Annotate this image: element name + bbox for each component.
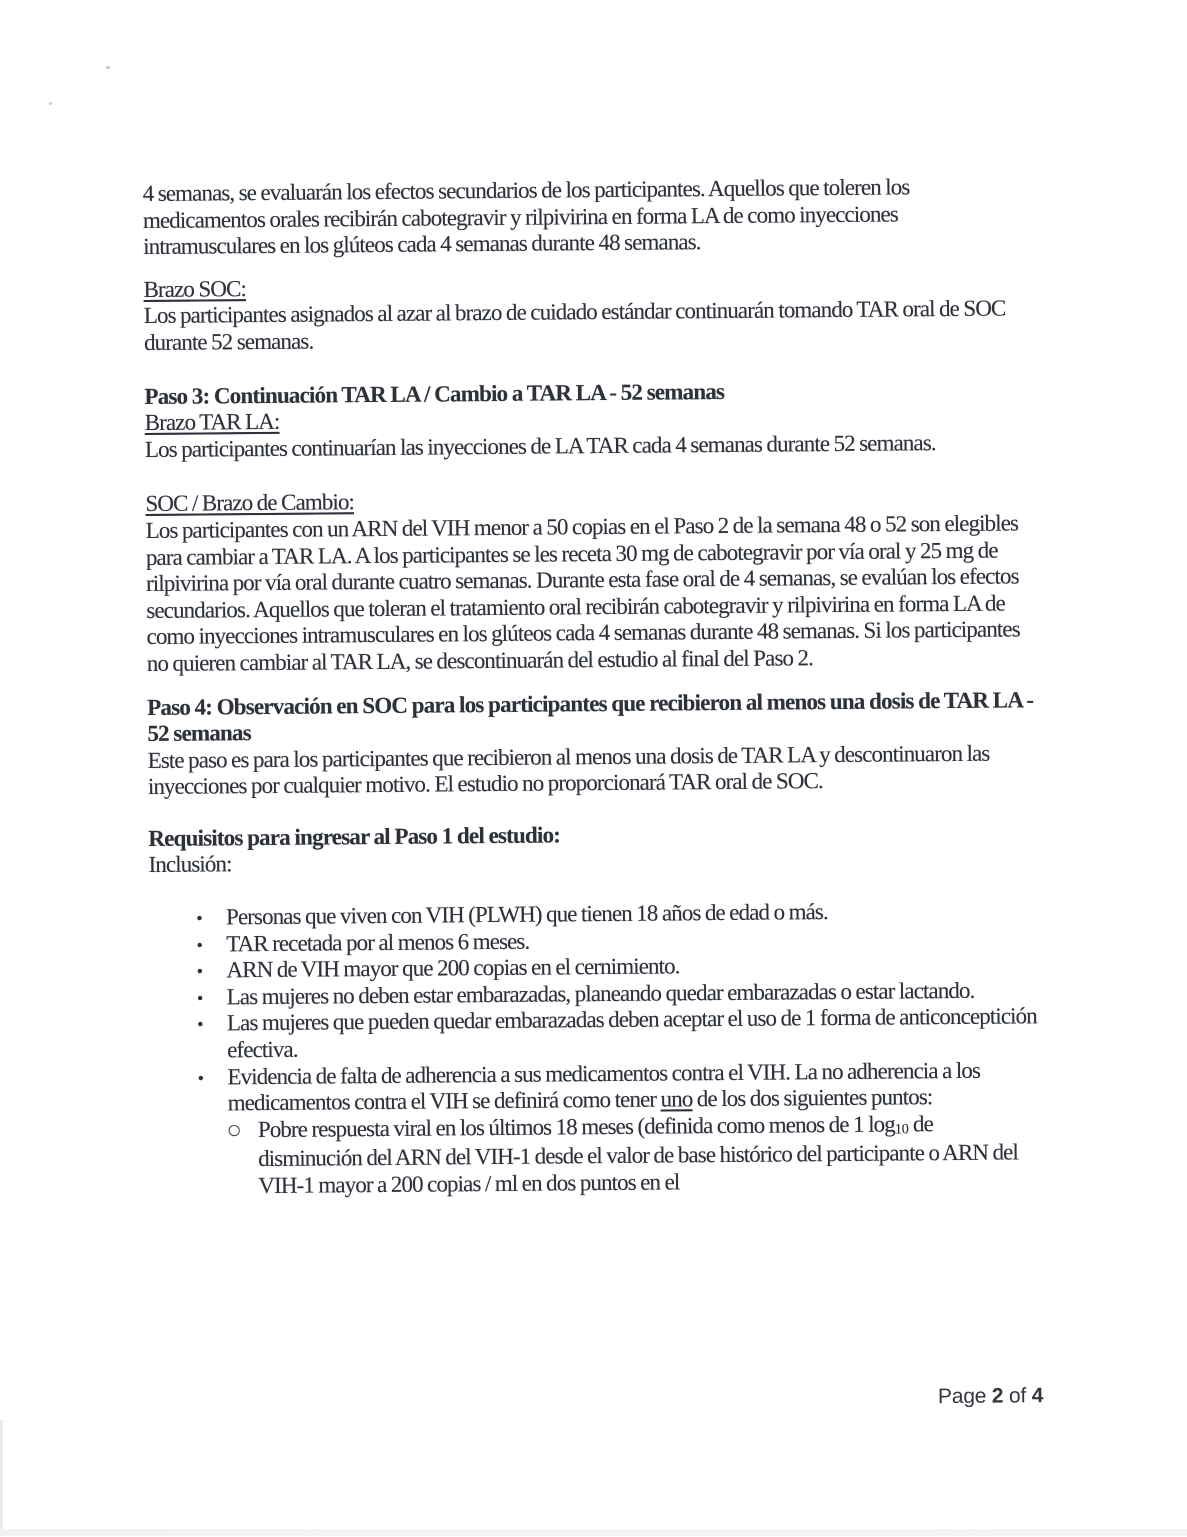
bullet-dot-icon: • bbox=[195, 1015, 204, 1035]
list-item-text: Las mujeres que pueden quedar embarazadas deben aceptar el uso de 1 forma de anticonceptición efectiva. bbox=[226, 1003, 1037, 1063]
section-paso-4 bbox=[147, 687, 1036, 801]
page-body bbox=[143, 173, 1040, 1200]
list-item-adherence bbox=[150, 1057, 1038, 1118]
section-paso-3 bbox=[144, 376, 1033, 464]
bullet-circle-icon: ○ bbox=[227, 1122, 240, 1139]
list-item-text: Evidencia de falta de adherencia a sus medicamentos contra el VIH. La no adherencia a los medicamentos contra el VIH se definirá como tener bbox=[227, 1057, 981, 1116]
footer-total-pages: 4 bbox=[1031, 1384, 1044, 1408]
brazo-soc-heading: Brazo SOC: bbox=[143, 275, 247, 302]
list-item bbox=[150, 1004, 1038, 1065]
section-soc-cambio bbox=[145, 484, 1035, 678]
list-item-text: Las mujeres no deben estar embarazadas, planeando quedar embarazadas o estar lactando. bbox=[226, 977, 975, 1010]
list-item-text: TAR recetada por al menos 6 meses. bbox=[226, 928, 530, 956]
soc-cambio-paragraph: Los participantes con un ARN del VIH menor a 50 copias en el Paso 2 de la semana 48 o 52 son elegibles para cambiar a TAR LA. A los participantes se les receta 30 mg de cabotegravir por vía oral y 25 mg de rilpivirina por vía oral durante cuatro semanas. Durante esta fase oral de 4 semanas, se evalúan los efectos secundarios. Aquellos que toleran el tratamiento oral recibirán cabotegravir y rilpivirina en forma LA de como inyecciones intramusculares en los glúteos cada 4 semanas durante 48 semanas. Si los participantes no quieren cambiar al TAR LA, se descontinuarán del estudio al final del Paso 2. bbox=[145, 510, 1020, 676]
footer-page-word: Page bbox=[937, 1384, 992, 1409]
section-requisitos bbox=[148, 818, 1036, 879]
paso-3-heading: Paso 3: Continuación TAR LA / Cambio a TAR LA - 52 semanas bbox=[144, 378, 725, 409]
intro-paragraph: 4 semanas, se evaluarán los efectos secundarios de los participantes. Aquellos que toleren los medicamentos orales recibirán cabotegravir y rilpivirina en forma LA de como inyecciones intramusculares en los glúteos cada 4 semanas durante 48 semanas. bbox=[142, 174, 910, 260]
brazo-tar-la-heading: Brazo TAR LA: bbox=[144, 408, 280, 436]
page-footer bbox=[153, 1384, 1043, 1416]
requisitos-heading: Requisitos para ingresar al Paso 1 del estudio: bbox=[148, 822, 561, 851]
brazo-tar-la-paragraph: Los participantes continuarían las inyecciones de LA TAR cada 4 semanas durante 52 semanas. bbox=[144, 429, 936, 462]
scan-edge-artifact bbox=[0, 1529, 1187, 1536]
sub-list-item-text: de disminución del ARN del VIH-1 desde el valor de base histórico del participante o ARN del VIH-1 mayor a 200 copias / ml en dos puntos en el bbox=[258, 1110, 1019, 1199]
sub-list-item-text: Pobre respuesta viral en los últimos 18 meses (definida como menos de 1 log bbox=[257, 1111, 895, 1142]
list-item-text: Personas que viven con VIH (PLWH) que tienen 18 años de edad o más. bbox=[225, 899, 828, 930]
sub-list-item bbox=[151, 1110, 1040, 1201]
bullet-dot-icon: • bbox=[196, 1069, 205, 1088]
list-item-text: ARN de VIH mayor que 200 copias en el cernimiento. bbox=[226, 953, 680, 983]
subscript-text: 10 bbox=[894, 1121, 909, 1138]
paso-4-heading: Paso 4: Observación en SOC para los participantes que recibieron al menos una dosis de TAR LA - 52 semanas bbox=[147, 686, 1034, 747]
inclusion-subheading: Inclusión: bbox=[148, 851, 232, 878]
paso-4-paragraph: Este paso es para los participantes que recibieron al menos una dosis de TAR LA y descontinuaron las inyecciones por cualquier motivo. El estudio no proporcionará TAR oral de SOC. bbox=[147, 740, 990, 800]
bullet-dot-icon: • bbox=[194, 909, 204, 928]
section-brazo-soc bbox=[143, 269, 1032, 357]
list-item-text: de los dos siguientes puntos: bbox=[692, 1084, 933, 1112]
inclusion-list bbox=[149, 897, 1040, 1200]
footer-of-word: of bbox=[1003, 1384, 1032, 1408]
underlined-word: uno bbox=[660, 1086, 693, 1112]
scan-edge-artifact bbox=[0, 1420, 3, 1536]
bullet-dot-icon: • bbox=[195, 936, 204, 955]
footer-page-number: 2 bbox=[991, 1384, 1004, 1408]
bullet-dot-icon: • bbox=[195, 989, 204, 1008]
bullet-dot-icon: • bbox=[195, 962, 204, 981]
soc-cambio-heading: SOC / Brazo de Cambio: bbox=[145, 489, 355, 517]
brazo-soc-paragraph: Los participantes asignados al azar al brazo de cuidado estándar continuarán tomando TAR oral de SOC durante 52 semanas. bbox=[143, 295, 1006, 355]
